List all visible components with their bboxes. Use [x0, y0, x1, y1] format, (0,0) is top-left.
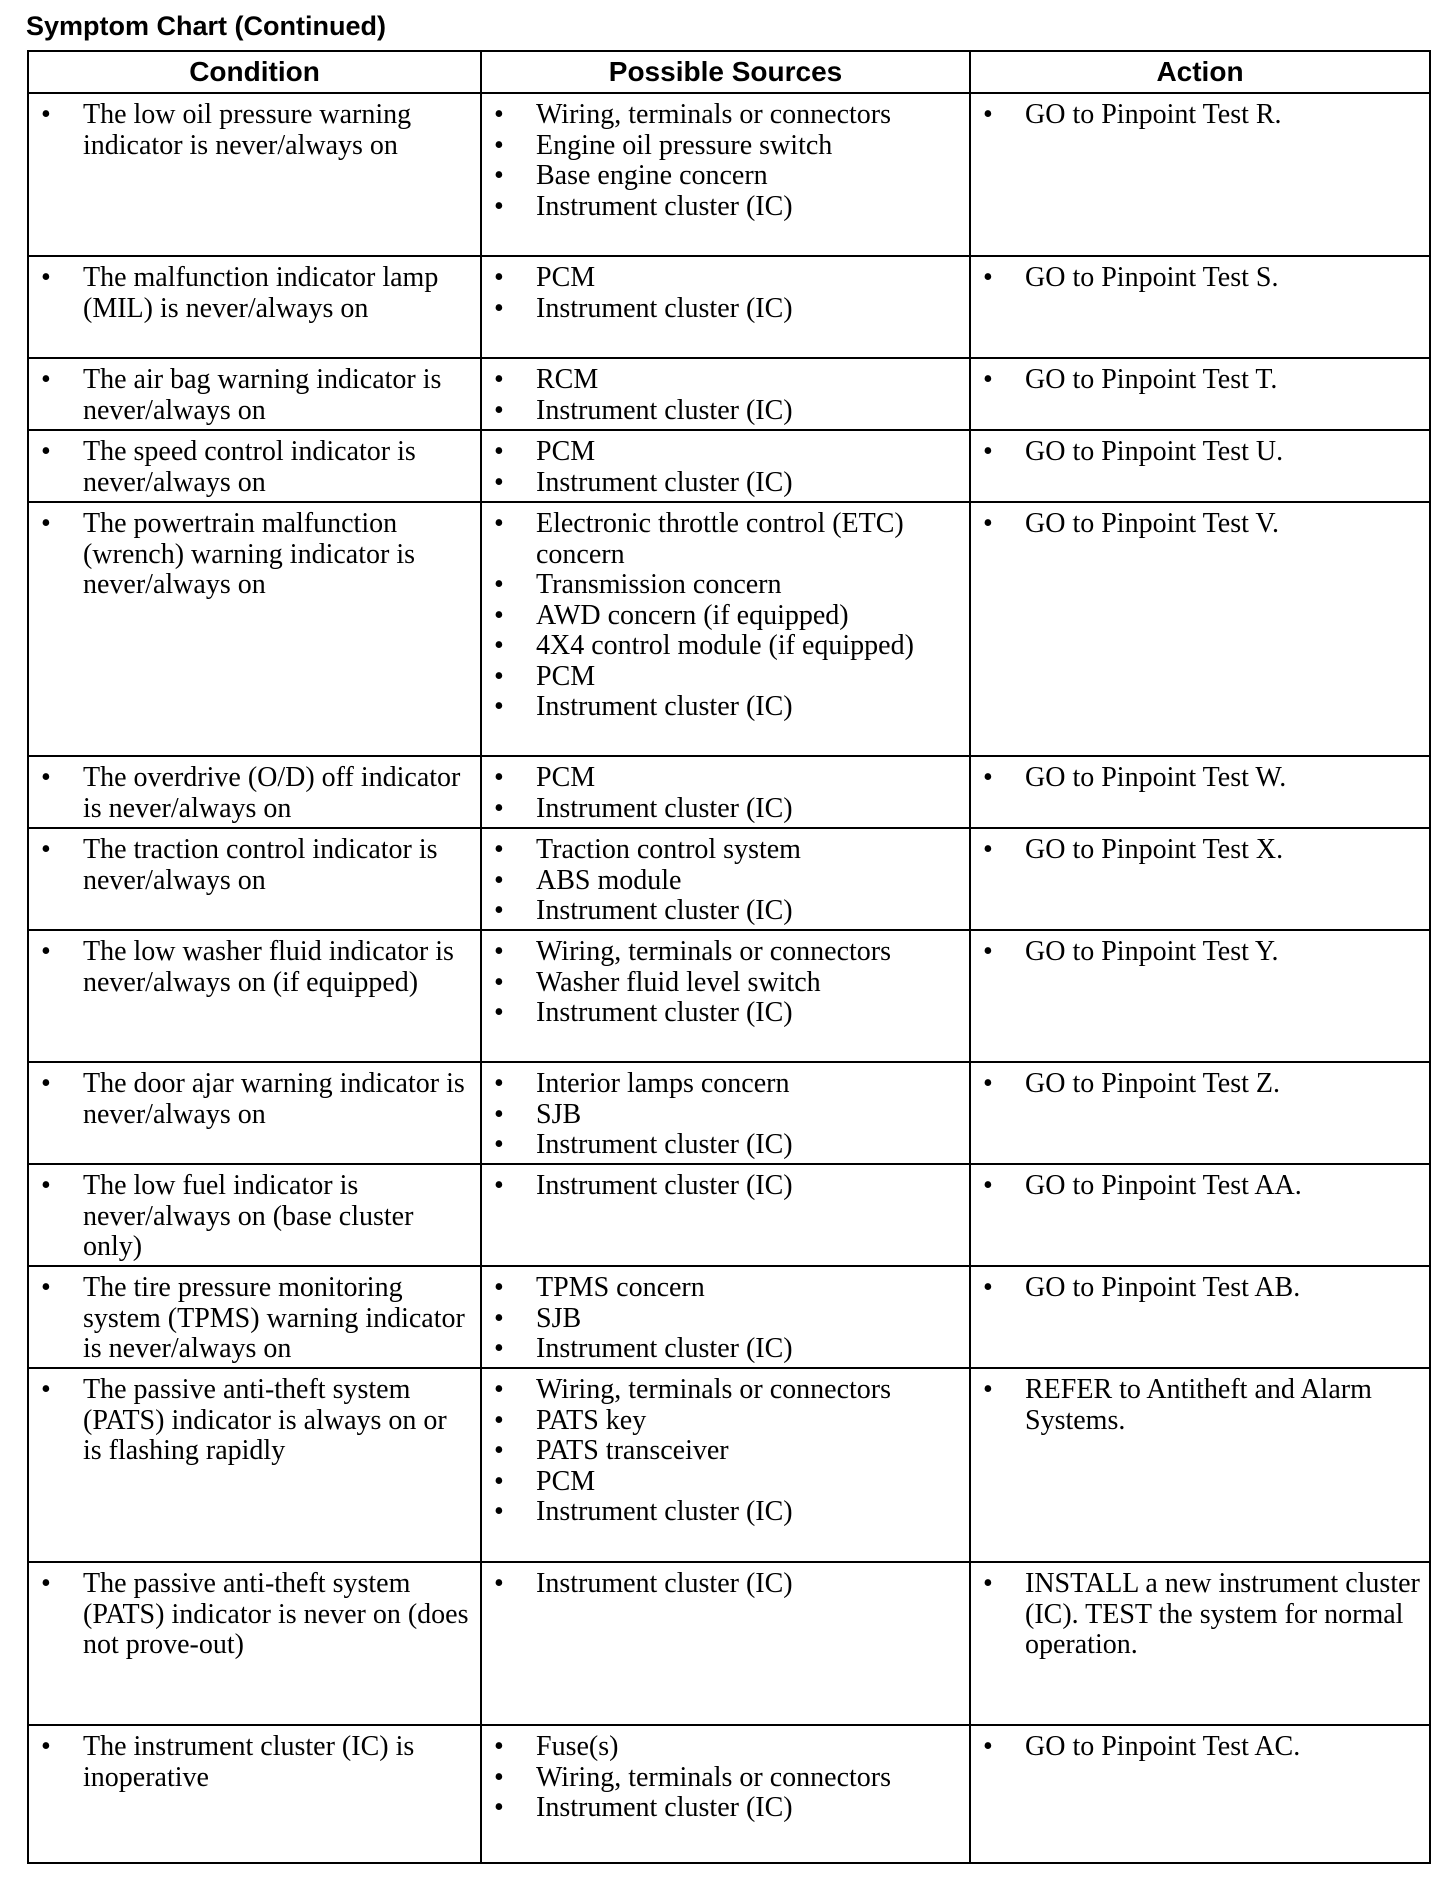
list-item: • GO to Pinpoint Test U. — [979, 437, 1421, 468]
condition-cell — [28, 756, 481, 828]
list-item: • AWD concern (if equipped) — [490, 601, 961, 632]
action-cell-list — [979, 509, 1421, 540]
possible-sources-cell — [481, 430, 970, 502]
possible-sources-cell — [481, 1164, 970, 1266]
list-item: • Instrument cluster (IC) — [490, 1171, 961, 1202]
table-row — [28, 828, 1430, 930]
list-item: • Base engine concern — [490, 161, 961, 192]
action-cell-list — [979, 835, 1421, 866]
list-item: • ABS module — [490, 866, 961, 897]
action-cell-list — [979, 763, 1421, 794]
table-row — [28, 1164, 1430, 1266]
list-item: • PATS key — [490, 1406, 961, 1437]
possible-sources-cell-list — [490, 263, 961, 324]
action-cell — [970, 1562, 1430, 1725]
action-cell-list — [979, 937, 1421, 968]
table-row — [28, 930, 1430, 1062]
condition-cell-list — [37, 263, 472, 324]
possible-sources-cell-list — [490, 365, 961, 426]
list-item: • The passive anti-theft system (PATS) indicator is always on or is flashing rapidly — [37, 1375, 472, 1467]
possible-sources-cell — [481, 930, 970, 1062]
action-cell — [970, 1266, 1430, 1368]
action-cell-list — [979, 437, 1421, 468]
action-cell-list — [979, 1069, 1421, 1100]
page-title: Symptom Chart (Continued) — [26, 11, 386, 41]
table-row — [28, 1368, 1430, 1562]
condition-cell-list — [37, 1569, 472, 1661]
list-item: • RCM — [490, 365, 961, 396]
list-item: • GO to Pinpoint Test AA. — [979, 1171, 1421, 1202]
action-cell-list — [979, 1273, 1421, 1304]
action-cell-list — [979, 365, 1421, 396]
list-item: • Instrument cluster (IC) — [490, 192, 961, 223]
action-cell-list — [979, 1732, 1421, 1763]
list-item: • Wiring, terminals or connectors — [490, 1375, 961, 1406]
action-cell — [970, 828, 1430, 930]
condition-cell — [28, 1368, 481, 1562]
list-item: • The powertrain malfunction (wrench) warning indicator is never/always on — [37, 509, 472, 601]
action-cell — [970, 756, 1430, 828]
header-possible-sources: Possible Sources — [481, 51, 970, 93]
possible-sources-cell — [481, 502, 970, 756]
action-cell — [970, 256, 1430, 358]
list-item: • PCM — [490, 662, 961, 693]
list-item: • Traction control system — [490, 835, 961, 866]
condition-cell — [28, 828, 481, 930]
list-item: • The overdrive (O/D) off indicator is never/always on — [37, 763, 472, 824]
condition-cell-list — [37, 1273, 472, 1365]
list-item: • Instrument cluster (IC) — [490, 1334, 961, 1365]
action-cell — [970, 358, 1430, 430]
action-cell-list — [979, 1171, 1421, 1202]
table-row — [28, 756, 1430, 828]
possible-sources-cell-list — [490, 937, 961, 1029]
list-item: • Wiring, terminals or connectors — [490, 1763, 961, 1794]
list-item: • 4X4 control module (if equipped) — [490, 631, 961, 662]
list-item: • The passive anti-theft system (PATS) indicator is never on (does not prove-out) — [37, 1569, 472, 1661]
action-cell-list — [979, 1569, 1421, 1661]
possible-sources-cell — [481, 828, 970, 930]
possible-sources-cell-list — [490, 509, 961, 723]
action-cell — [970, 930, 1430, 1062]
table-row — [28, 1562, 1430, 1725]
possible-sources-cell-list — [490, 1375, 961, 1528]
action-cell — [970, 93, 1430, 256]
list-item: • GO to Pinpoint Test V. — [979, 509, 1421, 540]
action-cell — [970, 1368, 1430, 1562]
list-item: • Instrument cluster (IC) — [490, 1130, 961, 1161]
list-item: • Interior lamps concern — [490, 1069, 961, 1100]
condition-cell — [28, 93, 481, 256]
condition-cell — [28, 1725, 481, 1863]
possible-sources-cell — [481, 1062, 970, 1164]
list-item: • The door ajar warning indicator is never/always on — [37, 1069, 472, 1130]
list-item: • Transmission concern — [490, 570, 961, 601]
list-item: • GO to Pinpoint Test Z. — [979, 1069, 1421, 1100]
possible-sources-cell — [481, 358, 970, 430]
list-item: • The low oil pressure warning indicator is never/always on — [37, 100, 472, 161]
list-item: • TPMS concern — [490, 1273, 961, 1304]
condition-cell — [28, 930, 481, 1062]
possible-sources-cell — [481, 1266, 970, 1368]
list-item: • Washer fluid level switch — [490, 968, 961, 999]
list-item: • SJB — [490, 1304, 961, 1335]
header-action: Action — [970, 51, 1430, 93]
list-item: • PCM — [490, 763, 961, 794]
action-cell — [970, 1725, 1430, 1863]
possible-sources-cell-list — [490, 1273, 961, 1365]
possible-sources-cell — [481, 256, 970, 358]
table-row — [28, 358, 1430, 430]
list-item: • The speed control indicator is never/always on — [37, 437, 472, 498]
list-item: • INSTALL a new instrument cluster (IC). TEST the system for normal operation. — [979, 1569, 1421, 1661]
table-body — [28, 93, 1430, 1863]
action-cell — [970, 1164, 1430, 1266]
list-item: • GO to Pinpoint Test AB. — [979, 1273, 1421, 1304]
condition-cell — [28, 1562, 481, 1725]
possible-sources-cell-list — [490, 100, 961, 222]
condition-cell — [28, 358, 481, 430]
table-row — [28, 1062, 1430, 1164]
list-item: • SJB — [490, 1100, 961, 1131]
condition-cell-list — [37, 365, 472, 426]
table-row — [28, 1266, 1430, 1368]
condition-cell-list — [37, 1732, 472, 1793]
table-row — [28, 502, 1430, 756]
condition-cell-list — [37, 1069, 472, 1130]
list-item: • The malfunction indicator lamp (MIL) is never/always on — [37, 263, 472, 324]
list-item: • GO to Pinpoint Test W. — [979, 763, 1421, 794]
action-cell-list — [979, 100, 1421, 131]
list-item: • Instrument cluster (IC) — [490, 896, 961, 927]
action-cell — [970, 1062, 1430, 1164]
condition-cell-list — [37, 937, 472, 998]
list-item: • GO to Pinpoint Test T. — [979, 365, 1421, 396]
condition-cell-list — [37, 1375, 472, 1467]
action-cell — [970, 502, 1430, 756]
condition-cell-list — [37, 509, 472, 601]
list-item: • Wiring, terminals or connectors — [490, 937, 961, 968]
table-row — [28, 93, 1430, 256]
condition-cell — [28, 430, 481, 502]
list-item: • Instrument cluster (IC) — [490, 468, 961, 499]
list-item: • GO to Pinpoint Test Y. — [979, 937, 1421, 968]
possible-sources-cell — [481, 1562, 970, 1725]
list-item: • GO to Pinpoint Test R. — [979, 100, 1421, 131]
list-item: • The air bag warning indicator is never/always on — [37, 365, 472, 426]
list-item: • PATS transceiver — [490, 1436, 961, 1467]
possible-sources-cell — [481, 93, 970, 256]
list-item: • The instrument cluster (IC) is inoperative — [37, 1732, 472, 1793]
list-item: • REFER to Antitheft and Alarm Systems. — [979, 1375, 1421, 1436]
list-item: • Fuse(s) — [490, 1732, 961, 1763]
possible-sources-cell-list — [490, 437, 961, 498]
possible-sources-cell-list — [490, 1732, 961, 1824]
condition-cell-list — [37, 1171, 472, 1263]
possible-sources-cell-list — [490, 1069, 961, 1161]
list-item: • Instrument cluster (IC) — [490, 1569, 961, 1600]
list-item: • Instrument cluster (IC) — [490, 294, 961, 325]
possible-sources-cell-list — [490, 1171, 961, 1202]
action-cell-list — [979, 263, 1421, 294]
condition-cell — [28, 1062, 481, 1164]
list-item: • Electronic throttle control (ETC) concern — [490, 509, 961, 570]
condition-cell — [28, 256, 481, 358]
list-item: • Wiring, terminals or connectors — [490, 100, 961, 131]
list-item: • The traction control indicator is never/always on — [37, 835, 472, 896]
table-row — [28, 256, 1430, 358]
list-item: • Instrument cluster (IC) — [490, 692, 961, 723]
list-item: • Instrument cluster (IC) — [490, 998, 961, 1029]
header-condition: Condition — [28, 51, 481, 93]
list-item: • PCM — [490, 437, 961, 468]
list-item: • Instrument cluster (IC) — [490, 1793, 961, 1824]
action-cell — [970, 430, 1430, 502]
condition-cell-list — [37, 835, 472, 896]
table-row — [28, 430, 1430, 502]
action-cell-list — [979, 1375, 1421, 1436]
condition-cell-list — [37, 437, 472, 498]
possible-sources-cell — [481, 1368, 970, 1562]
list-item: • GO to Pinpoint Test S. — [979, 263, 1421, 294]
condition-cell — [28, 1266, 481, 1368]
table-row — [28, 1725, 1430, 1863]
list-item: • GO to Pinpoint Test X. — [979, 835, 1421, 866]
condition-cell — [28, 502, 481, 756]
symptom-chart-table — [27, 50, 1431, 1864]
list-item: • Instrument cluster (IC) — [490, 794, 961, 825]
list-item: • Instrument cluster (IC) — [490, 396, 961, 427]
possible-sources-cell-list — [490, 763, 961, 824]
list-item: • The low washer fluid indicator is never/always on (if equipped) — [37, 937, 472, 998]
header-row — [28, 51, 1430, 93]
list-item: • GO to Pinpoint Test AC. — [979, 1732, 1421, 1763]
condition-cell-list — [37, 763, 472, 824]
list-item: • The tire pressure monitoring system (TPMS) warning indicator is never/always on — [37, 1273, 472, 1365]
possible-sources-cell — [481, 1725, 970, 1863]
list-item: • PCM — [490, 263, 961, 294]
list-item: • The low fuel indicator is never/always on (base cluster only) — [37, 1171, 472, 1263]
list-item: • Engine oil pressure switch — [490, 131, 961, 162]
condition-cell-list — [37, 100, 472, 161]
condition-cell — [28, 1164, 481, 1266]
list-item: • PCM — [490, 1467, 961, 1498]
possible-sources-cell-list — [490, 835, 961, 927]
possible-sources-cell-list — [490, 1569, 961, 1600]
list-item: • Instrument cluster (IC) — [490, 1497, 961, 1528]
possible-sources-cell — [481, 756, 970, 828]
